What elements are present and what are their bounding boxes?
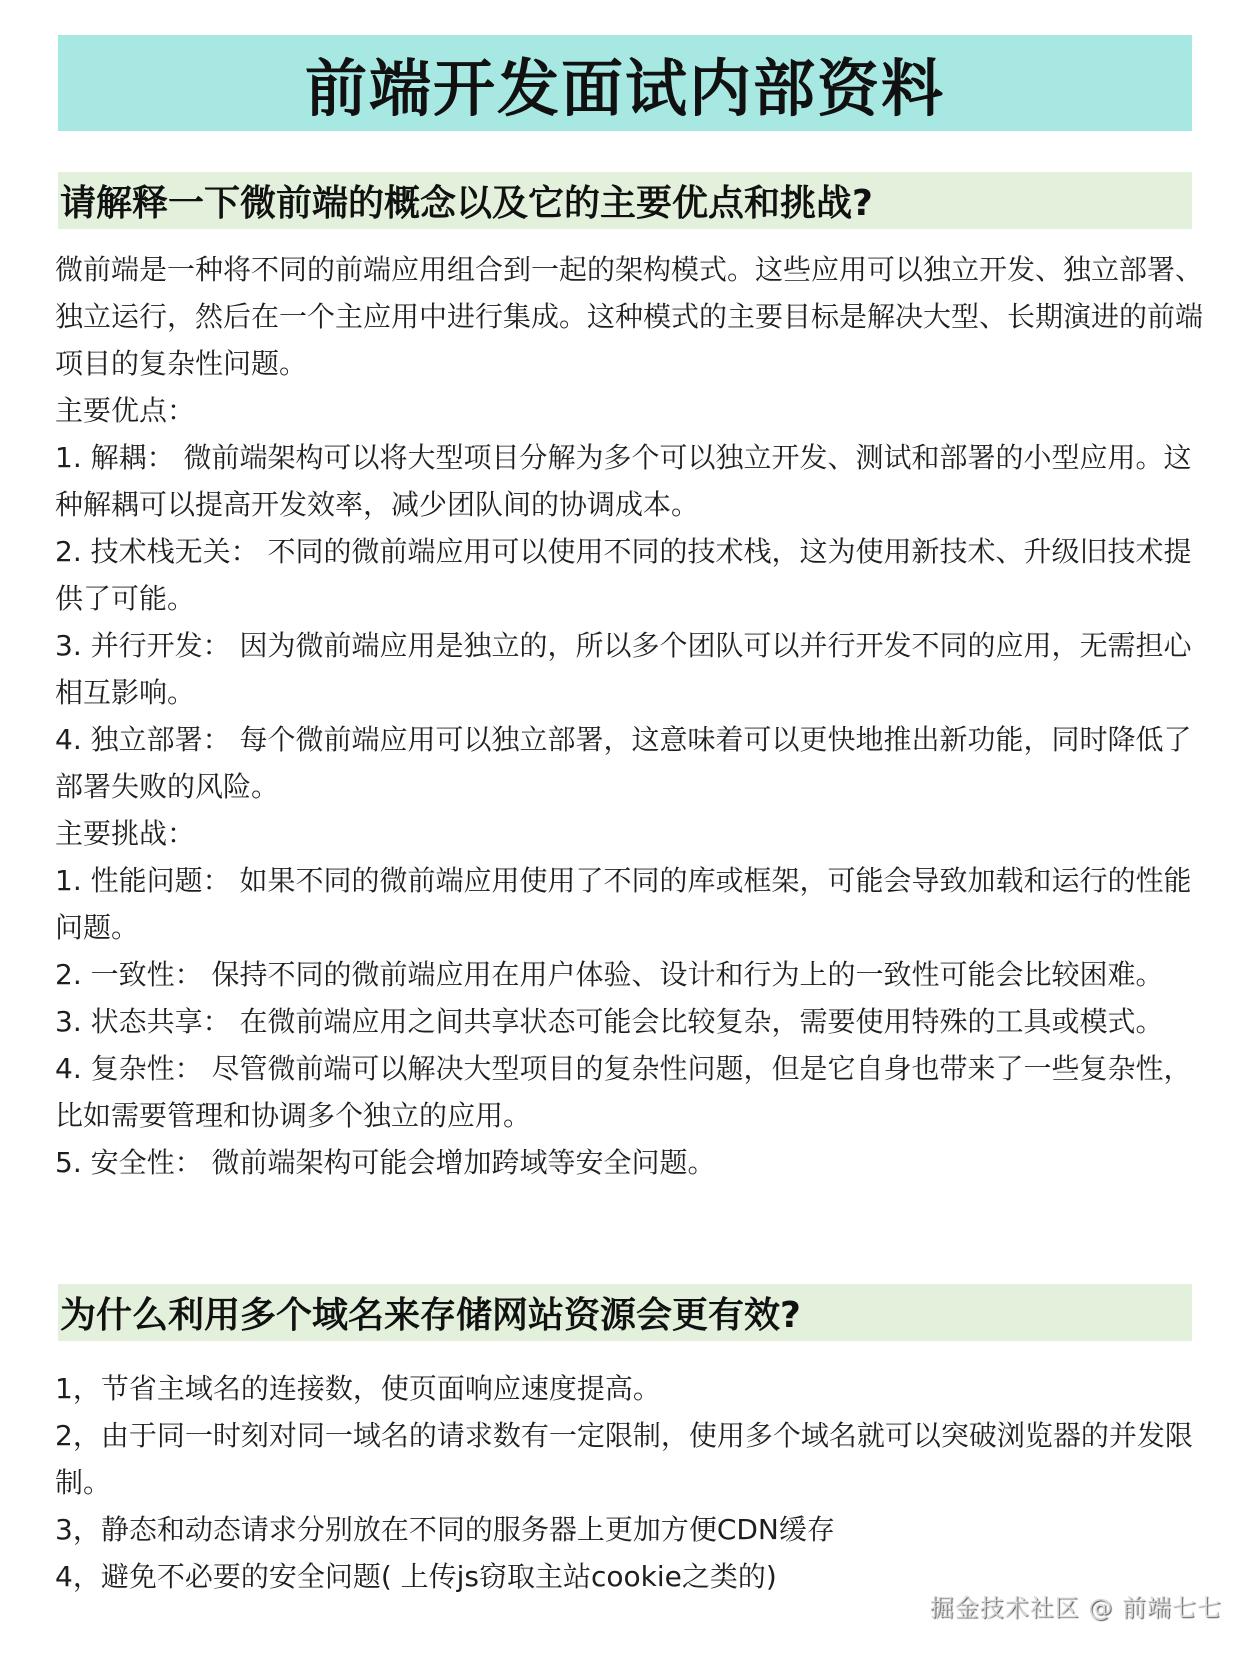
section2-heading: 为什么利用多个域名来存储网站资源会更有效? <box>60 1295 801 1336</box>
section1-header <box>58 172 1192 229</box>
challenges-label: 主要挑战： <box>55 817 196 850</box>
watermark: 掘金技术社区 @ 前端七七 <box>929 1594 1222 1622</box>
intro-paragraph: 微前端是一种将不同的前端应用组合到一起的架构模式。这些应用可以独立开发、独立部署、独立运行，然后在一个主应用中进行集成。这种模式的主要目标是解决大型、长期演进的前端项目的复杂性问题。 <box>55 253 1204 380</box>
challenge-item: 1. 性能问题： 如果不同的微前端应用使用了不同的库或框架，可能会导致加载和运行的性能问题。 <box>55 864 1192 944</box>
section1-body <box>55 246 1205 1186</box>
reason-item: 1，节省主域名的连接数，使页面响应速度提高。 <box>55 1372 661 1405</box>
advantages-label: 主要优点： <box>55 394 196 427</box>
advantage-item: 1. 解耦： 微前端架构可以将大型项目分解为多个可以独立开发、测试和部署的小型应用。这种解耦可以提高开发效率，减少团队间的协调成本。 <box>55 441 1192 521</box>
reason-item: 3，静态和动态请求分别放在不同的服务器上更加方便CDN缓存 <box>55 1513 835 1546</box>
advantage-item: 2. 技术栈无关： 不同的微前端应用可以使用不同的技术栈，这为使用新技术、升级旧技术提供了可能。 <box>55 535 1192 615</box>
section2-header <box>58 1284 1192 1341</box>
challenge-item: 3. 状态共享： 在微前端应用之间共享状态可能会比较复杂，需要使用特殊的工具或模式。 <box>55 1005 1164 1038</box>
reason-item: 4，避免不必要的安全问题( 上传js窃取主站cookie之类的) <box>55 1560 777 1593</box>
section2-body <box>55 1365 1205 1600</box>
challenge-item: 4. 复杂性： 尽管微前端可以解决大型项目的复杂性问题，但是它自身也带来了一些复杂性，比如需要管理和协调多个独立的应用。 <box>55 1052 1192 1132</box>
reason-item: 2，由于同一时刻对同一域名的请求数有一定限制，使用多个域名就可以突破浏览器的并发限制。 <box>55 1419 1193 1499</box>
advantage-item: 4. 独立部署： 每个微前端应用可以独立部署，这意味着可以更快地推出新功能，同时降低了部署失败的风险。 <box>55 723 1192 803</box>
page-title: 前端开发面试内部资料 <box>304 51 945 125</box>
section1-heading: 请解释一下微前端的概念以及它的主要优点和挑战? <box>60 183 873 224</box>
challenge-item: 5. 安全性： 微前端架构可能会增加跨域等安全问题。 <box>55 1146 716 1179</box>
challenge-item: 2. 一致性： 保持不同的微前端应用在用户体验、设计和行为上的一致性可能会比较困难。 <box>55 958 1164 991</box>
advantage-item: 3. 并行开发： 因为微前端应用是独立的，所以多个团队可以并行开发不同的应用，无需担心相互影响。 <box>55 629 1192 709</box>
title-banner <box>58 35 1192 131</box>
